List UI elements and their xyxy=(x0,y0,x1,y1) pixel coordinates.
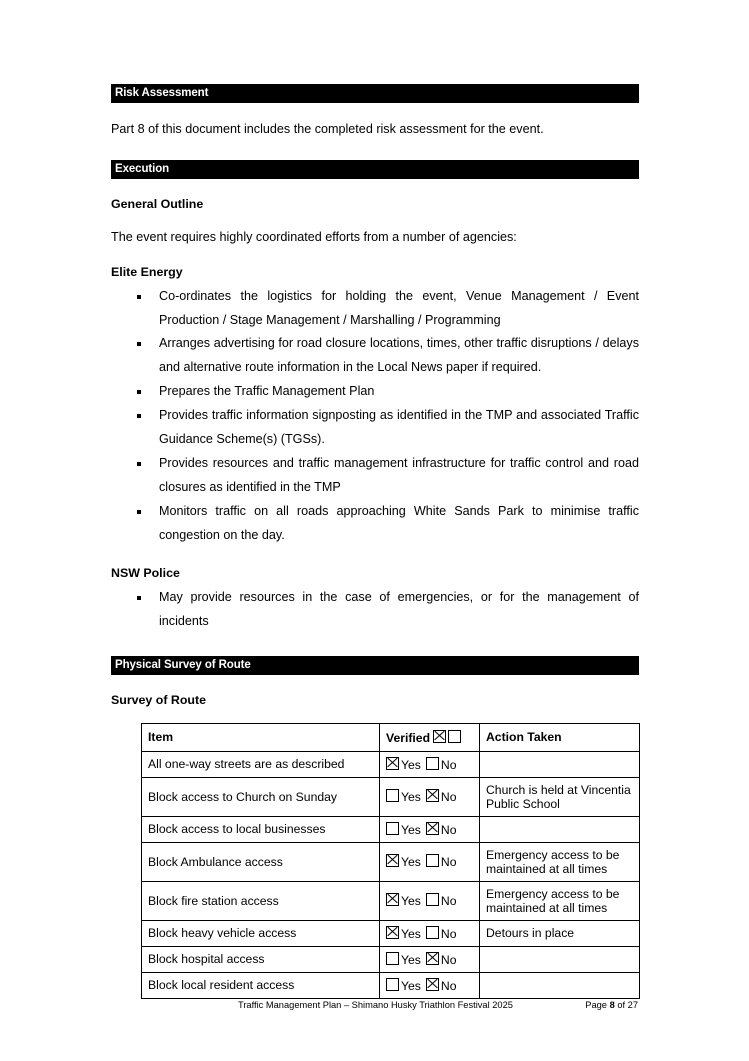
column-header-item: Item xyxy=(142,723,380,751)
checked-box-icon[interactable] xyxy=(386,893,399,906)
cell-verified xyxy=(380,842,480,881)
yes-option[interactable] xyxy=(386,823,421,837)
empty-box-icon[interactable] xyxy=(386,789,399,802)
cell-item: Block access to local businesses xyxy=(142,816,380,842)
bullet-square-icon xyxy=(137,390,141,394)
list-item xyxy=(111,332,639,380)
empty-box-icon[interactable] xyxy=(386,822,399,835)
list-item xyxy=(111,285,639,333)
list-item xyxy=(111,380,639,404)
yes-option[interactable] xyxy=(386,894,421,908)
list-item-text: Provides resources and traffic management infrastructure for traffic control and road closures as identified in the TMP xyxy=(159,456,639,494)
empty-box-icon[interactable] xyxy=(426,757,439,770)
checked-box-icon[interactable] xyxy=(386,854,399,867)
empty-box-icon[interactable] xyxy=(386,952,399,965)
nsw-police-bullet-list xyxy=(111,586,639,634)
cell-action xyxy=(480,946,640,972)
no-label: No xyxy=(440,790,457,805)
cell-action xyxy=(480,972,640,998)
no-label: No xyxy=(440,926,457,941)
column-header-verified-label: Verified xyxy=(386,730,431,745)
no-label: No xyxy=(440,894,457,909)
no-option[interactable] xyxy=(426,790,457,804)
yes-option[interactable] xyxy=(386,790,421,804)
empty-box-icon[interactable] xyxy=(426,854,439,867)
checked-box-icon[interactable] xyxy=(426,789,439,802)
column-header-action-taken: Action Taken xyxy=(480,723,640,751)
yes-option[interactable] xyxy=(386,758,421,772)
footer-page-total: 27 xyxy=(627,1000,638,1010)
no-label: No xyxy=(440,757,457,772)
checked-box-icon[interactable] xyxy=(426,822,439,835)
table-row xyxy=(142,777,640,816)
elite-energy-bullet-list xyxy=(111,285,639,548)
list-item xyxy=(111,452,639,500)
elite-energy-heading: Elite Energy xyxy=(111,264,183,279)
bullet-square-icon xyxy=(137,342,141,346)
bullet-square-icon xyxy=(137,295,141,299)
table-row xyxy=(142,751,640,777)
list-item xyxy=(111,500,639,548)
table-header-row xyxy=(142,723,640,751)
survey-of-route-table xyxy=(141,723,640,999)
yes-label: Yes xyxy=(401,952,421,967)
bullet-square-icon xyxy=(137,510,141,514)
bullet-square-icon xyxy=(137,596,141,600)
no-option[interactable] xyxy=(426,979,457,993)
list-item-text: Prepares the Traffic Management Plan xyxy=(159,384,375,399)
empty-box-icon[interactable] xyxy=(426,926,439,939)
list-item-text: May provide resources in the case of emergencies, or for the management of incidents xyxy=(159,589,639,628)
yes-label: Yes xyxy=(401,757,421,772)
list-item-text: Provides traffic information signposting as identified in the TMP and associated Traffic Guidance Scheme(s) (TGSs). xyxy=(159,408,639,447)
yes-label: Yes xyxy=(401,822,421,837)
no-option[interactable] xyxy=(426,894,457,908)
cell-action xyxy=(480,816,640,842)
table-body xyxy=(142,751,640,998)
table-row xyxy=(142,946,640,972)
yes-label: Yes xyxy=(401,894,421,909)
cell-verified xyxy=(380,946,480,972)
cell-verified xyxy=(380,816,480,842)
general-outline-paragraph: The event requires highly coordinated efforts from a number of agencies: xyxy=(111,230,517,245)
yes-label: Yes xyxy=(401,855,421,870)
section-heading-execution: Execution xyxy=(111,160,639,179)
table-row xyxy=(142,881,640,920)
cell-verified xyxy=(380,881,480,920)
cell-action: Emergency access to be maintained at all times xyxy=(480,842,640,881)
cell-item: Block hospital access xyxy=(142,946,380,972)
risk-assessment-paragraph: Part 8 of this document includes the completed risk assessment for the event. xyxy=(111,122,544,137)
yes-label: Yes xyxy=(401,978,421,993)
no-option[interactable] xyxy=(426,953,457,967)
cell-action: Detours in place xyxy=(480,920,640,946)
empty-box-icon[interactable] xyxy=(426,893,439,906)
cell-verified xyxy=(380,972,480,998)
nsw-police-heading: NSW Police xyxy=(111,565,180,580)
bullet-square-icon xyxy=(137,414,141,418)
yes-option[interactable] xyxy=(386,979,421,993)
table-row xyxy=(142,972,640,998)
yes-label: Yes xyxy=(401,790,421,805)
footer-page-current: 8 xyxy=(609,1000,615,1010)
footer-page-number xyxy=(585,1000,638,1010)
cell-item: Block fire station access xyxy=(142,881,380,920)
list-item-text: Monitors traffic on all roads approaching White Sands Park to minimise traffic congestion on the day. xyxy=(159,503,639,542)
survey-of-route-heading: Survey of Route xyxy=(111,692,207,707)
checked-box-icon[interactable] xyxy=(426,978,439,991)
cell-item: Block local resident access xyxy=(142,972,380,998)
cell-action: Church is held at Vincentia Public School xyxy=(480,777,640,816)
no-option[interactable] xyxy=(426,855,457,869)
checked-box-icon xyxy=(433,730,446,743)
empty-box-icon[interactable] xyxy=(386,978,399,991)
yes-option[interactable] xyxy=(386,953,421,967)
footer-page-middle: of xyxy=(614,1000,628,1010)
cell-item: Block access to Church on Sunday xyxy=(142,777,380,816)
no-label: No xyxy=(440,952,457,967)
yes-label: Yes xyxy=(401,926,421,941)
cell-item: Block Ambulance access xyxy=(142,842,380,881)
list-item xyxy=(111,586,639,634)
footer-title: Traffic Management Plan – Shimano Husky Triathlon Festival 2025 xyxy=(238,1000,513,1010)
no-option[interactable] xyxy=(426,758,457,772)
yes-option[interactable] xyxy=(386,927,421,941)
checked-box-icon[interactable] xyxy=(386,757,399,770)
cell-verified xyxy=(380,777,480,816)
table-row xyxy=(142,842,640,881)
no-label: No xyxy=(440,855,457,870)
empty-box-icon xyxy=(448,730,461,743)
document-content xyxy=(111,84,639,999)
cell-action: Emergency access to be maintained at all times xyxy=(480,881,640,920)
cell-verified xyxy=(380,751,480,777)
checked-box-icon[interactable] xyxy=(426,952,439,965)
cell-item: All one-way streets are as described xyxy=(142,751,380,777)
section-heading-risk-assessment: Risk Assessment xyxy=(111,84,639,103)
section-heading-physical-survey: Physical Survey of Route xyxy=(111,656,639,675)
footer-page-prefix: Page xyxy=(585,1000,610,1010)
table-row xyxy=(142,816,640,842)
cell-verified xyxy=(380,920,480,946)
checked-box-icon[interactable] xyxy=(386,926,399,939)
cell-item: Block heavy vehicle access xyxy=(142,920,380,946)
yes-option[interactable] xyxy=(386,855,421,869)
bullet-square-icon xyxy=(137,462,141,466)
general-outline-heading: General Outline xyxy=(111,197,204,212)
list-item-text: Co-ordinates the logistics for holding the event, Venue Management / Event Production / Stage Management / Marshalling / Programming xyxy=(159,288,639,327)
no-label: No xyxy=(440,822,457,837)
cell-action xyxy=(480,751,640,777)
list-item-text: Arranges advertising for road closure locations, times, other traffic disruptions / delays and alternative route information in the Local News paper if required. xyxy=(159,336,639,375)
column-header-verified xyxy=(380,723,480,751)
no-option[interactable] xyxy=(426,927,457,941)
no-label: No xyxy=(440,978,457,993)
table-row xyxy=(142,920,640,946)
no-option[interactable] xyxy=(426,823,457,837)
list-item xyxy=(111,404,639,452)
